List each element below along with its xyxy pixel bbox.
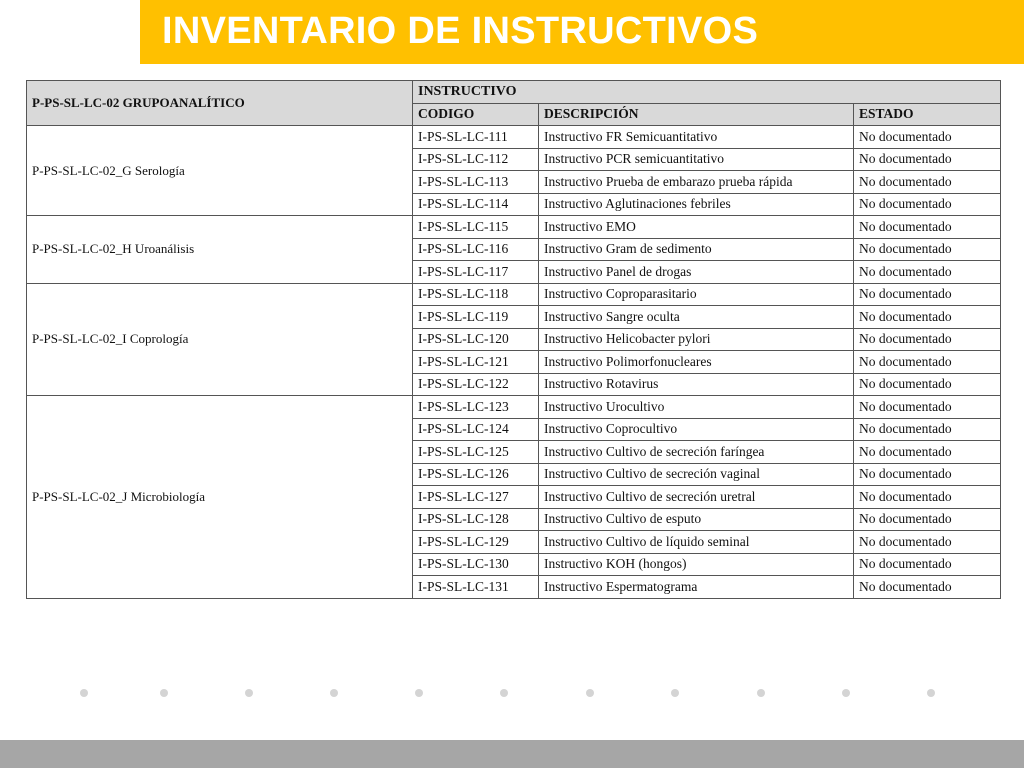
group-name-cell: P-PS-SL-LC-02_J Microbiología: [27, 396, 413, 599]
status-cell: No documentado: [854, 553, 1001, 576]
code-cell: I-PS-SL-LC-128: [413, 508, 539, 531]
status-cell: No documentado: [854, 148, 1001, 171]
code-cell: I-PS-SL-LC-131: [413, 576, 539, 599]
group-name-cell: P-PS-SL-LC-02_G Serología: [27, 126, 413, 216]
status-cell: No documentado: [854, 396, 1001, 419]
status-cell: No documentado: [854, 126, 1001, 149]
column-header-codigo: CODIGO: [413, 103, 539, 126]
status-cell: No documentado: [854, 171, 1001, 194]
group-name-cell: P-PS-SL-LC-02_I Coprología: [27, 283, 413, 396]
status-cell: No documentado: [854, 463, 1001, 486]
status-cell: No documentado: [854, 238, 1001, 261]
inventory-table: [26, 80, 1001, 599]
status-cell: No documentado: [854, 351, 1001, 374]
status-cell: No documentado: [854, 261, 1001, 284]
dot-icon: [757, 689, 765, 697]
dot-icon: [330, 689, 338, 697]
page-title: INVENTARIO DE INSTRUCTIVOS: [162, 10, 759, 52]
code-cell: I-PS-SL-LC-120: [413, 328, 539, 351]
column-header-descripcion: DESCRIPCIÓN: [539, 103, 854, 126]
dot-icon: [80, 689, 88, 697]
code-cell: I-PS-SL-LC-125: [413, 441, 539, 464]
group-name-cell: P-PS-SL-LC-02_H Uroanálisis: [27, 216, 413, 284]
description-cell: Instructivo Cultivo de secreción uretral: [539, 486, 854, 509]
dot-icon: [245, 689, 253, 697]
description-cell: Instructivo Gram de sedimento: [539, 238, 854, 261]
process-header: P-PS-SL-LC-02 GRUPOANALÍTICO: [27, 81, 413, 126]
description-cell: Instructivo Helicobacter pylori: [539, 328, 854, 351]
code-cell: I-PS-SL-LC-122: [413, 373, 539, 396]
status-cell: No documentado: [854, 283, 1001, 306]
description-cell: Instructivo Cultivo de secreción vaginal: [539, 463, 854, 486]
code-cell: I-PS-SL-LC-130: [413, 553, 539, 576]
status-cell: No documentado: [854, 531, 1001, 554]
description-cell: Instructivo Coprocultivo: [539, 418, 854, 441]
status-cell: No documentado: [854, 418, 1001, 441]
status-cell: No documentado: [854, 441, 1001, 464]
status-cell: No documentado: [854, 373, 1001, 396]
status-cell: No documentado: [854, 306, 1001, 329]
column-header-estado: ESTADO: [854, 103, 1001, 126]
code-cell: I-PS-SL-LC-112: [413, 148, 539, 171]
description-cell: Instructivo Cultivo de líquido seminal: [539, 531, 854, 554]
table-row: [27, 396, 1001, 419]
dot-icon: [160, 689, 168, 697]
description-cell: Instructivo Panel de drogas: [539, 261, 854, 284]
status-cell: No documentado: [854, 193, 1001, 216]
dot-icon: [927, 689, 935, 697]
code-cell: I-PS-SL-LC-117: [413, 261, 539, 284]
status-cell: No documentado: [854, 216, 1001, 239]
dot-icon: [500, 689, 508, 697]
description-cell: Instructivo Coproparasitario: [539, 283, 854, 306]
dot-icon: [842, 689, 850, 697]
instructivo-header: INSTRUCTIVO: [413, 81, 1001, 104]
code-cell: I-PS-SL-LC-119: [413, 306, 539, 329]
code-cell: I-PS-SL-LC-113: [413, 171, 539, 194]
decorative-dots: [0, 687, 1024, 699]
description-cell: Instructivo KOH (hongos): [539, 553, 854, 576]
description-cell: Instructivo Prueba de embarazo prueba rápida: [539, 171, 854, 194]
dot-icon: [415, 689, 423, 697]
code-cell: I-PS-SL-LC-124: [413, 418, 539, 441]
status-cell: No documentado: [854, 328, 1001, 351]
table-row: [27, 126, 1001, 149]
code-cell: I-PS-SL-LC-121: [413, 351, 539, 374]
header-row-1: [27, 81, 1001, 104]
code-cell: I-PS-SL-LC-129: [413, 531, 539, 554]
code-cell: I-PS-SL-LC-111: [413, 126, 539, 149]
table-row: [27, 216, 1001, 239]
dot-icon: [671, 689, 679, 697]
description-cell: Instructivo FR Semicuantitativo: [539, 126, 854, 149]
code-cell: I-PS-SL-LC-115: [413, 216, 539, 239]
code-cell: I-PS-SL-LC-126: [413, 463, 539, 486]
table-row: [27, 283, 1001, 306]
status-cell: No documentado: [854, 508, 1001, 531]
description-cell: Instructivo Cultivo de esputo: [539, 508, 854, 531]
code-cell: I-PS-SL-LC-123: [413, 396, 539, 419]
status-cell: No documentado: [854, 486, 1001, 509]
table-body: [27, 126, 1001, 599]
description-cell: Instructivo PCR semicuantitativo: [539, 148, 854, 171]
description-cell: Instructivo EMO: [539, 216, 854, 239]
footer-bar: [0, 740, 1024, 768]
status-cell: No documentado: [854, 576, 1001, 599]
description-cell: Instructivo Rotavirus: [539, 373, 854, 396]
description-cell: Instructivo Urocultivo: [539, 396, 854, 419]
code-cell: I-PS-SL-LC-114: [413, 193, 539, 216]
description-cell: Instructivo Cultivo de secreción faríngea: [539, 441, 854, 464]
description-cell: Instructivo Aglutinaciones febriles: [539, 193, 854, 216]
code-cell: I-PS-SL-LC-116: [413, 238, 539, 261]
description-cell: Instructivo Polimorfonucleares: [539, 351, 854, 374]
code-cell: I-PS-SL-LC-127: [413, 486, 539, 509]
dot-icon: [586, 689, 594, 697]
code-cell: I-PS-SL-LC-118: [413, 283, 539, 306]
description-cell: Instructivo Espermatograma: [539, 576, 854, 599]
description-cell: Instructivo Sangre oculta: [539, 306, 854, 329]
title-bar: [140, 0, 1024, 64]
